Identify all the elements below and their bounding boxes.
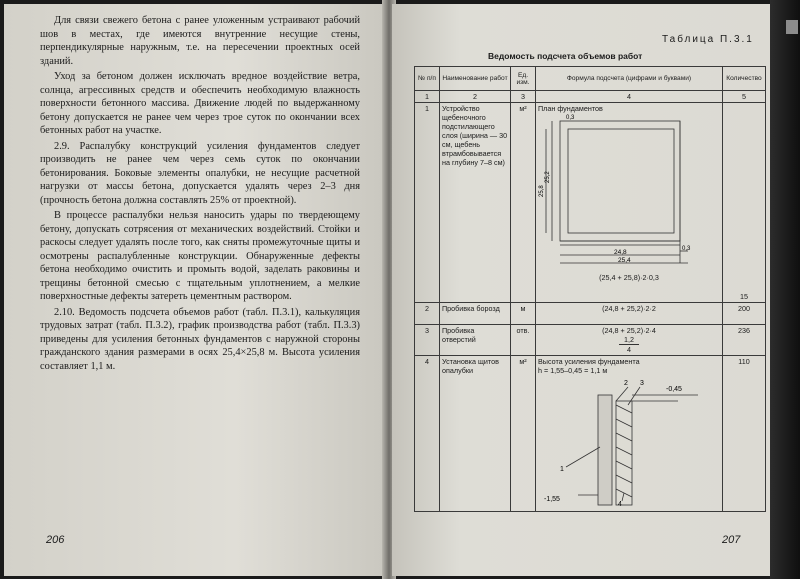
foundation-plan-drawing bbox=[538, 113, 718, 271]
left-page-text bbox=[40, 14, 360, 375]
header-unit: Ед. изм. bbox=[511, 67, 536, 91]
header-index: 2 bbox=[440, 91, 511, 103]
header-index: 3 bbox=[511, 91, 536, 103]
callout-label: 4 bbox=[618, 501, 622, 507]
row-qty: 236 bbox=[723, 325, 766, 356]
page-number-right: 207 bbox=[722, 534, 741, 546]
paragraph: Для связи свежего бетона с ранее уложенным устраивают рабочий шов в местах, где имеются внутренние несущие стены, перпендикулярные наружным, т.е. на пересечении проектных осей зданий. bbox=[40, 15, 360, 67]
row-qty: 110 bbox=[723, 356, 766, 512]
row-unit: м² bbox=[511, 103, 536, 303]
dim-label: 0,3 bbox=[566, 115, 575, 121]
page-number-left: 206 bbox=[46, 534, 65, 546]
row-formula bbox=[536, 356, 723, 512]
table-caption: Ведомость подсчета объемов работ bbox=[488, 51, 643, 61]
header-index: 4 bbox=[536, 91, 723, 103]
paragraph: Уход за бетоном должен исключать вредное воздействие ветра, солнца, агрессивных средств и обеспечить необходимую влажность поверхности бетонного массива. Движение людей по выдержанному бетону допускается не ранее чем через трое суток по окончании всех бетонных работ на участке. bbox=[40, 71, 360, 136]
level-label: -0,45 bbox=[666, 386, 682, 393]
bookmark-tab bbox=[786, 20, 798, 34]
header-index: 5 bbox=[723, 91, 766, 103]
row-name: Устройство щебеночного подстилающего слоя (ширина — 30 см, щебень втрамбовывается на глубину 7–8 см) bbox=[440, 103, 511, 303]
paragraph: 2.10. Ведомость подсчета объемов работ (табл. П.3.1), калькуляция трудовых затрат (табл. П.3.2), график производства работ (табл. П.3.3) приведены для усиления бетонных фундаментов с наружной стороны гражданского здания размерами в осях 25,4×25,8 м. Высота усиления составляет 1,1 м. bbox=[40, 306, 360, 372]
formula-top: (24,8 + 25,2)·2·4 bbox=[602, 326, 656, 335]
row-name: Установка щитов опалубки bbox=[440, 356, 511, 512]
right-page bbox=[392, 4, 770, 576]
header-formula: Формула подсчета (цифрами и буквами) bbox=[536, 67, 723, 91]
volume-table bbox=[414, 66, 766, 512]
dim-label: 24,8 bbox=[614, 249, 627, 256]
callout-label: 1 bbox=[560, 466, 564, 473]
row-qty: 15 bbox=[723, 103, 766, 303]
row-unit: м bbox=[511, 303, 536, 325]
row-formula bbox=[536, 303, 723, 325]
row-formula bbox=[536, 325, 723, 356]
table-row bbox=[415, 303, 766, 325]
row-qty: 200 bbox=[723, 303, 766, 325]
table-row bbox=[415, 325, 766, 356]
header-num: № п/п bbox=[415, 67, 440, 91]
book-cover-edge bbox=[770, 0, 800, 579]
table-label: Таблица П.3.1 bbox=[662, 34, 754, 45]
formula: (24,8 + 25,2)·2·2 bbox=[602, 304, 656, 313]
height-label: Высота усиления фундамента bbox=[538, 357, 640, 366]
height-formula: h = 1,55–0,45 = 1,1 м bbox=[538, 366, 608, 375]
row-num: 1 bbox=[415, 103, 440, 303]
row-formula bbox=[536, 103, 723, 303]
left-page bbox=[4, 4, 390, 576]
table-row bbox=[415, 103, 766, 303]
paragraph: В процессе распалубки нельзя наносить удары по твердеющему бетону, допускать сотрясения от механических воздействий. Стойки и раскосы следует удалять после того, как сняты промежуточные щиты и осмотрены распалубленные конструкции. Обнаруженные дефекты бетона необходимо очистить и промыть водой, заделать раковины и трещины бетонной смесью с тщательным уплотнением, а мелкие поверхностные дефекты затереть цементным раствором. bbox=[40, 210, 360, 302]
header-qty: Количество bbox=[723, 67, 766, 91]
table-row bbox=[415, 356, 766, 512]
row-name: Пробивка отверстий bbox=[440, 325, 511, 356]
row-unit: отв. bbox=[511, 325, 536, 356]
level-label: -1,55 bbox=[544, 496, 560, 503]
row-num: 2 bbox=[415, 303, 440, 325]
callout-label: 3 bbox=[640, 380, 644, 387]
dim-label: 25,8 bbox=[539, 185, 545, 197]
dim-label: 25,2 bbox=[545, 171, 551, 183]
header-index: 1 bbox=[415, 91, 440, 103]
callout-label: 2 bbox=[624, 380, 628, 387]
dim-label: 0,3 bbox=[682, 246, 691, 252]
header-name: Наименование работ bbox=[440, 67, 511, 91]
paragraph: 2.9. Распалубку конструкций усиления фундаментов следует производить не ранее чем через семь суток по окончании бетонирования. Боковые элементы опалубки, не несущие расчетной нагрузки от массы бетона, допускается удалять через 2–3 дня (прочность бетона должна составлять 25% от проектной). bbox=[40, 140, 360, 206]
row-name: Пробивка борозд bbox=[440, 303, 511, 325]
row-num: 4 bbox=[415, 356, 440, 512]
row-num: 3 bbox=[415, 325, 440, 356]
row-unit: м² bbox=[511, 356, 536, 512]
formula: (25,4 + 25,8)·2·0,3 bbox=[599, 273, 659, 282]
formwork-section-drawing bbox=[538, 375, 718, 507]
formula-numerator: 1,2 bbox=[624, 335, 634, 344]
dim-label: 25,4 bbox=[618, 257, 631, 264]
formula-denominator: 4 bbox=[619, 344, 639, 354]
plan-label: План фундаментов bbox=[538, 104, 603, 113]
